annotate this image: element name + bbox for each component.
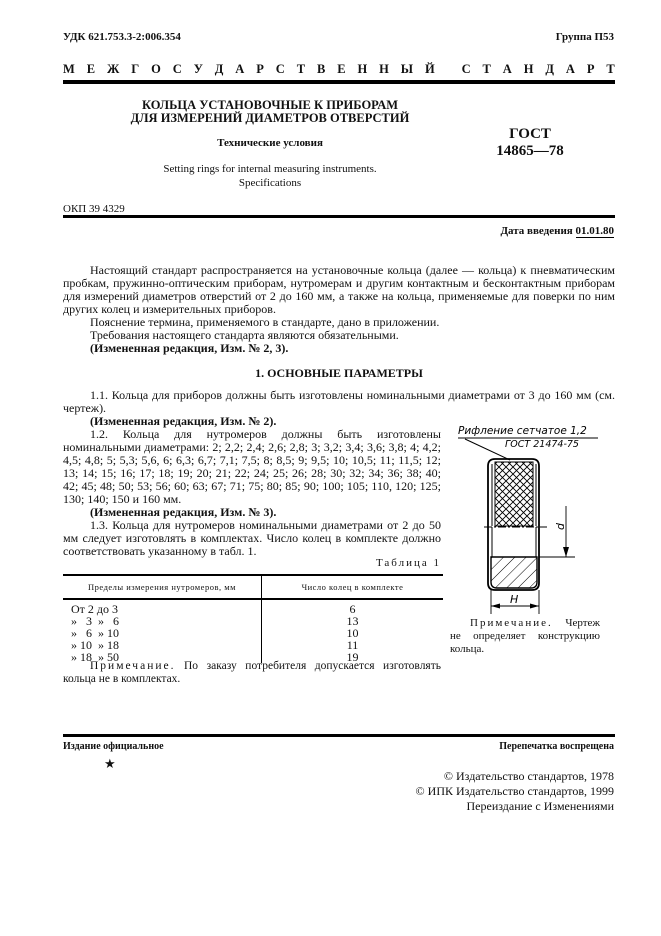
copyright-line-1: © Издательство стандартов, 1978 — [443, 769, 614, 783]
table-cell-range: » 18 » 50 — [63, 651, 262, 663]
interstate-standard-banner — [63, 62, 615, 77]
figure-note — [450, 617, 600, 656]
table-cell-count: 10 — [346, 626, 359, 640]
table-row — [63, 627, 443, 639]
banner-letter: Д — [545, 62, 554, 76]
clause-1-3-text: 1.3. Кольца для нутромеров номинальными диаметрами от 2 до 50 мм следует изготовлять в комплектах. Число колец в комплекте должно соответствовать указанному в табл. 1. — [63, 518, 441, 558]
table-cell-range: От 2 до 3 — [63, 599, 262, 615]
dimension-h-label: H — [510, 593, 519, 606]
copyright-block — [416, 769, 614, 814]
title-rule — [63, 215, 615, 218]
okp-code: ОКП 39 4329 — [63, 203, 125, 215]
figure-note-text: Чертеж не определяет конструкцию кольца. — [450, 617, 600, 655]
knurl-gost-ref: ГОСТ 21474-75 — [505, 439, 579, 450]
document-title — [110, 99, 430, 125]
banner-letter: Р — [586, 62, 595, 76]
banner-letter: Н — [357, 62, 368, 76]
title-line-1: КОЛЬЦА УСТАНОВОЧНЫЕ К ПРИБОРАМ — [141, 98, 399, 112]
table-header-row — [63, 575, 443, 599]
banner-letter: Г — [131, 62, 140, 76]
intro-paragraph-3: Требования настоящего стандарта являются обязательными. — [90, 328, 399, 342]
dimension-d-label: d — [554, 523, 567, 530]
banner-letter: Т — [606, 62, 615, 76]
banner-letter: Т — [482, 62, 491, 76]
header-rule — [63, 80, 615, 84]
document-subtitle: Технические условия — [217, 137, 323, 149]
banner-letter: Р — [256, 62, 264, 76]
banner-letter: Д — [214, 62, 224, 76]
english-title-line-2: Specifications — [238, 177, 302, 189]
table-1 — [63, 574, 443, 663]
intro-text — [63, 264, 615, 355]
table-caption: Таблица 1 — [375, 557, 441, 569]
english-title — [110, 162, 430, 190]
table-header-range: Пределы измерения нутромеров, мм — [63, 575, 262, 599]
banner-letter: М — [63, 62, 75, 76]
banner-letter: С — [275, 62, 285, 76]
gost-number: 14865—78 — [496, 143, 564, 159]
gost-label: ГОСТ — [509, 126, 551, 142]
banner-letter: В — [316, 62, 326, 76]
banner-letter: С — [172, 62, 182, 76]
table-cell-range: » 6 » 10 — [63, 627, 262, 639]
table-row — [63, 639, 443, 651]
clause-1-2-1-3 — [63, 428, 441, 558]
table-note — [63, 660, 441, 686]
clause-1-2-text: 1.2. Кольца для нутромеров должны быть изготовлены номинальными диаметрами: 2; 2,2; 2,4; 2,6; 2,8; 3; 3,2; 3,4; 3,6; 3,8; 4; 4,2; 4,5; 4,8; 5; 5,3; 5,6, 6; 6,3; 6,7; 7,1; 7,5; 8; 8,5; 9; 9,5; 10; 10,5; 11; 11,5; 12; 13; 14; 15; 16; 17; 18; 19; 20; 21; 22; 24; 25; 26; 28; 30; 32; 34; 36; 38; 40; 42; 45; 48; 50; 53; 56; 60; 63; 67; 71; 75; 80; 85; 90; 100; 105; 110, 120; 125; 130; 140; 150 и 160 мм. — [63, 427, 441, 506]
date-value: 01.01.80 — [575, 225, 614, 237]
section-heading: 1. ОСНОВНЫЕ ПАРАМЕТРЫ — [255, 366, 423, 380]
banner-letter: О — [151, 62, 161, 76]
banner-letter: Е — [86, 62, 96, 76]
figure-note-label: Примечание. — [470, 617, 553, 629]
table-cell-count: 19 — [346, 650, 359, 664]
banner-letter: У — [193, 62, 203, 76]
table-cell-count: 13 — [346, 614, 359, 628]
clause-1-1-text: 1.1. Кольца для приборов должны быть изготовлены номинальными диаметрами от 3 до 160 мм (см. чертеж). — [63, 388, 615, 415]
reprint-prohibited-label: Перепечатка воспрещена — [499, 741, 614, 752]
intro-paragraph-1: Настоящий стандарт распространяется на установочные кольца (далее — кольца) к пневматическим пробкам, пружинно-оптическим приборам, нутромерам и другим контактным и бесконтактным приборам для измерений диаметров отверстий от 2 до 160 мм, а также на кольца, применяемые для поверки по ним других колец и измерительных приборов. — [63, 263, 615, 316]
title-line-2: ДЛЯ ИЗМЕРЕНИЙ ДИАМЕТРОВ ОТВЕРСТИЙ — [130, 111, 410, 125]
gost-number-block — [470, 126, 590, 160]
table-cell-count: 6 — [349, 602, 356, 616]
banner-letter: А — [565, 62, 575, 76]
table-note-text: По заказу потребителя допускается изготовлять кольца не в комплектах. — [63, 660, 441, 685]
table-cell-range: » 3 » 6 — [63, 615, 262, 627]
banner-letter: С — [461, 62, 471, 76]
banner-letter: Ы — [400, 62, 414, 76]
banner-letter: Н — [523, 62, 534, 76]
intro-change-note: (Измененная редакция, Изм. № 2, 3). — [90, 341, 289, 355]
intro-paragraph-2: Пояснение термина, применяемого в стандарте, дано в приложении. — [90, 315, 440, 329]
clause-1-1-change: (Измененная редакция, Изм. № 2). — [90, 414, 277, 428]
reissue-note: Переиздание с Изменениями — [466, 799, 614, 813]
footer-rule — [63, 734, 615, 737]
group-code: Группа П53 — [555, 31, 614, 43]
banner-letter: А — [502, 62, 512, 76]
table-note-label: Примечание. — [90, 660, 176, 672]
official-edition-label: Издание официальное — [63, 741, 164, 752]
date-label: Дата введения — [500, 225, 576, 237]
banner-letter: Ж — [106, 62, 120, 76]
banner-gap — [447, 62, 450, 77]
ring-drawing — [450, 418, 615, 618]
banner-letter: Н — [379, 62, 389, 76]
table-row — [63, 599, 443, 615]
banner-letter: А — [235, 62, 245, 76]
table-row — [63, 615, 443, 627]
banner-letter: Й — [424, 62, 435, 76]
table-cell-count: 11 — [346, 638, 359, 652]
english-title-line-1: Setting rings for internal measuring instruments. — [163, 163, 377, 175]
knurl-label: Рифление сетчатое 1,2 — [458, 425, 587, 437]
table-cell-range: » 10 » 18 — [63, 639, 262, 651]
introduction-date — [500, 225, 614, 237]
star-icon: ★ — [104, 756, 116, 771]
udk-code: УДК 621.753.3-2:006.354 — [63, 31, 181, 43]
copyright-line-2: © ИПК Издательство стандартов, 1999 — [415, 784, 614, 798]
banner-letter: Т — [296, 62, 306, 76]
banner-letter: Е — [337, 62, 346, 76]
clause-1-2-change: (Измененная редакция, Изм. № 3). — [90, 505, 277, 519]
table-header-count: Число колец в комплекте — [262, 575, 444, 599]
